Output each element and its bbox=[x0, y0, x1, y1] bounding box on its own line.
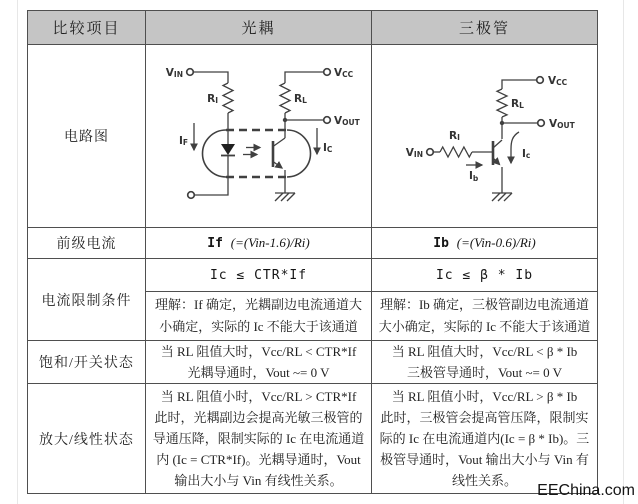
row-label-front-current: 前级电流 bbox=[28, 228, 146, 259]
opto-circuit-cell bbox=[146, 45, 372, 228]
node-dot bbox=[500, 121, 504, 125]
bjt-circuit-diagram bbox=[376, 45, 598, 222]
resistor-ri bbox=[223, 83, 233, 113]
opto-circuit-diagram bbox=[150, 45, 372, 222]
row-label-saturation: 饱和/开关状态 bbox=[28, 341, 146, 384]
wire-vin bbox=[194, 72, 229, 83]
page-frame-right bbox=[623, 0, 624, 504]
rl-label: RL bbox=[294, 93, 307, 105]
opto-front-current-cell bbox=[146, 228, 372, 259]
header-row bbox=[28, 11, 598, 45]
vout-terminal bbox=[538, 120, 545, 127]
led-icon bbox=[221, 144, 235, 155]
bjt-front-current-formula: (=(Vin-0.6)/Ri) bbox=[456, 235, 536, 250]
vcc-label: VCC bbox=[334, 67, 354, 79]
bjt-limit-condition: Ic ≤ β * Ib bbox=[372, 259, 598, 292]
bjt-limit-note: 理解：Ib 确定，三极管副边电流通道大小确定，实际的 Ic 不能大于该通道 bbox=[372, 292, 598, 341]
wire-vcc bbox=[502, 80, 537, 89]
comparison-table bbox=[27, 10, 598, 494]
node-dot bbox=[283, 118, 287, 122]
page-frame-left bbox=[17, 0, 18, 504]
opto-limit-note: 理解：If 确定，光耦副边电流通道大小确定，实际的 Ic 不能大于该通道 bbox=[146, 292, 372, 341]
row-label-current-limit: 电流限制条件 bbox=[28, 259, 146, 341]
bjt-amplify-body: 此时，三极管会提高管压降，限制实际的 Ic 在电流通道内(Ic = β * Ib)。三极管导通时，Vout 输出大小与 Vin 有线性关系。 bbox=[379, 410, 590, 488]
opto-amplify-cell bbox=[146, 384, 372, 494]
vin-label: VIN bbox=[165, 67, 183, 79]
header-compare-item: 比较项目 bbox=[28, 11, 146, 45]
header-transistor: 三极管 bbox=[372, 11, 598, 45]
row-label-amplify: 放大/线性状态 bbox=[28, 384, 146, 494]
vin-label: VIN bbox=[405, 147, 423, 159]
vout-label: VOUT bbox=[549, 118, 575, 130]
wire-vcc bbox=[285, 72, 324, 83]
watermark: EEChina.com bbox=[537, 482, 635, 499]
opto-limit-condition: Ic ≤ CTR*If bbox=[146, 259, 372, 292]
opto-saturation-line2: 光耦导通时，Vout ~= 0 V bbox=[187, 365, 330, 380]
opto-saturation-cell bbox=[146, 341, 372, 384]
opto-package-right-cap bbox=[287, 130, 311, 177]
opto-amplify-line1: 当 RL 阻值小时，Vcc/RL > CTR*If bbox=[160, 389, 357, 404]
phototransistor-emitter bbox=[273, 162, 282, 169]
circuit-row bbox=[28, 45, 598, 228]
current-limit-condition-row bbox=[28, 259, 598, 292]
vin-terminal bbox=[187, 69, 194, 76]
bjt-saturation-line2: 三极管导通时，Vout ~= 0 V bbox=[406, 365, 563, 380]
if-label: IF bbox=[178, 135, 188, 147]
input-return-terminal bbox=[188, 192, 195, 199]
header-optocoupler: 光耦 bbox=[146, 11, 372, 45]
bjt-saturation-line1: 当 RL 阻值大时，Vcc/RL < β * Ib bbox=[391, 344, 578, 359]
vcc-terminal bbox=[324, 69, 331, 76]
ri-label: RI bbox=[207, 93, 218, 105]
bjt-front-current-name: Ib bbox=[433, 236, 449, 251]
vout-label: VOUT bbox=[334, 115, 360, 127]
bjt-front-current-cell bbox=[372, 228, 598, 259]
opto-package-left-cap bbox=[203, 130, 227, 177]
saturation-row bbox=[28, 341, 598, 384]
ib-label: Ib bbox=[469, 170, 479, 183]
opto-front-current-name: If bbox=[207, 236, 223, 251]
transistor-collector bbox=[493, 140, 502, 148]
opto-amplify-body: 此时，光耦副边会提高光敏三极管的导通压降，限制实际的 Ic 在电流通道内 (Ic = CTR*If)。光耦导通时，Vout 输出大小与 Vin 有线性关系。 bbox=[152, 410, 365, 488]
bjt-amplify-line1: 当 RL 阻值小时，Vcc/RL > β * Ib bbox=[391, 389, 578, 404]
opto-saturation-line1: 当 RL 阻值大时，Vcc/RL < CTR*If bbox=[160, 344, 357, 359]
front-current-row bbox=[28, 228, 598, 259]
resistor-rl bbox=[280, 83, 290, 113]
bjt-saturation-cell bbox=[372, 341, 598, 384]
vin-terminal bbox=[427, 149, 434, 156]
rl-label: RL bbox=[511, 98, 524, 110]
resistor-rl bbox=[497, 89, 507, 117]
ground-icon bbox=[492, 193, 512, 201]
amplify-row bbox=[28, 384, 598, 494]
vout-terminal bbox=[324, 117, 331, 124]
ic-label: IC bbox=[323, 142, 333, 154]
row-label-circuit: 电路图 bbox=[28, 45, 146, 228]
resistor-ri bbox=[440, 147, 472, 157]
vcc-label: VCC bbox=[548, 75, 568, 87]
ground-icon bbox=[275, 193, 295, 201]
phototransistor-collector bbox=[273, 138, 285, 147]
ri-label: RI bbox=[449, 130, 460, 142]
wire-led-cathode bbox=[195, 155, 229, 195]
ic-label: Ic bbox=[522, 148, 531, 160]
bjt-amplify-cell bbox=[372, 384, 598, 494]
bjt-circuit-cell bbox=[372, 45, 598, 228]
opto-front-current-formula: (=(Vin-1.6)/Ri) bbox=[230, 235, 310, 250]
vcc-terminal bbox=[537, 77, 544, 84]
ic-arrow bbox=[511, 132, 519, 163]
